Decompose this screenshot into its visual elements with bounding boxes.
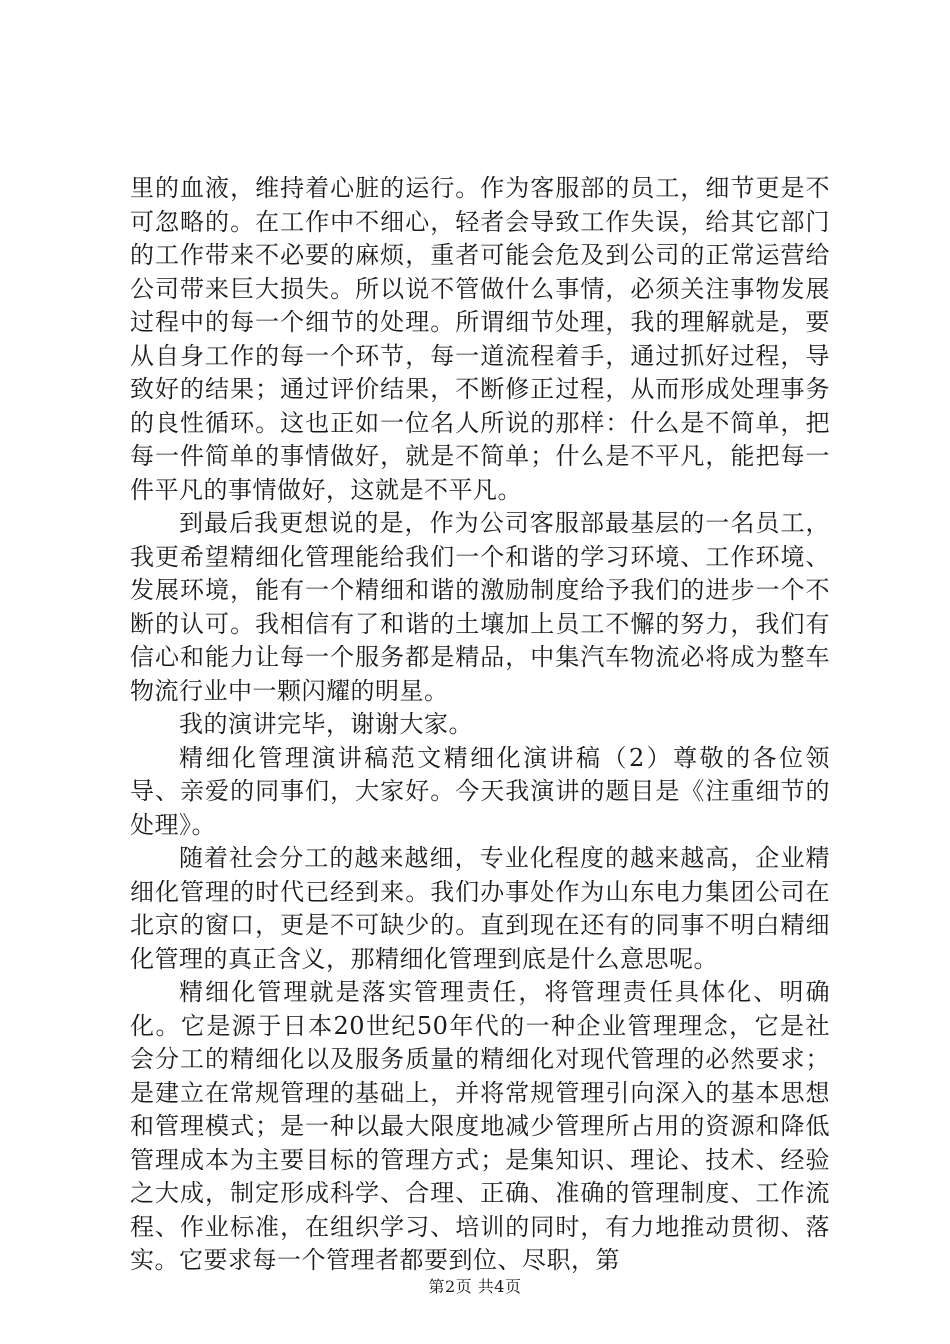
document-body	[130, 172, 830, 1278]
paragraph-continuation: 里的血液，维持着心脏的运行。作为客服部的员工，细节更是不可忽略的。在工作中不细心，轻者会导致工作失误，给其它部门的工作带来不必要的麻烦，重者可能会危及到公司的正常运营给公司带来巨大损失。所以说不管做什么事情，必须关注事物发展过程中的每一个细节的处理。所谓细节处理，我的理解就是，要从自身工作的每一个环节，每一道流程着手，通过抓好过程，导致好的结果；通过评价结果，不断修正过程，从而形成处理事务的良性循环。这也正如一位名人所说的那样：什么是不简单，把每一件简单的事情做好，就是不简单；什么是不平凡，能把每一件平凡的事情做好，这就是不平凡。	[130, 174, 830, 504]
paragraph-thanks: 我的演讲完毕，谢谢大家。	[179, 710, 473, 738]
page-footer: 第2页 共4页	[428, 1277, 522, 1296]
paragraph-speech-2-intro: 精细化管理演讲稿范文精细化演讲稿（2）尊敬的各位领导、亲爱的同事们，大家好。今天我演讲的题目是《注重细节的处理》。	[130, 743, 830, 839]
paragraph-social-division: 随着社会分工的越来越细，专业化程度的越来越高，企业精细化管理的时代已经到来。我们办事处作为山东电力集团公司在北京的窗口，更是不可缺少的。直到现在还有的同事不明白精细化管理的真正含义，那精细化管理到底是什么意思呢。	[130, 844, 830, 973]
paragraph-closing-hope: 到最后我更想说的是，作为公司客服部最基层的一名员工，我更希望精细化管理能给我们一个和谐的学习环境、工作环境、发展环境，能有一个精细和谐的激励制度给予我们的进步一个不断的认可。我相信有了和谐的土壤加上员工不懈的努力，我们有信心和能力让每一个服务都是精品，中集汽车物流必将成为整车物流行业中一颗闪耀的明星。	[130, 509, 830, 705]
paragraph-definition: 精细化管理就是落实管理责任，将管理责任具体化、明确化。它是源于日本20世纪50年代的一种企业管理理念，它是社会分工的精细化以及服务质量的精细化对现代管理的必然要求；是建立在常规管理的基础上，并将常规管理引向深入的基本思想和管理模式；是一种以最大限度地减少管理所占用的资源和降低管理成本为主要目标的管理方式；是集知识、理论、技术、经验之大成，制定形成科学、合理、正确、准确的管理制度、工作流程、作业标准，在组织学习、培训的同时，有力地推动贯彻、落实。它要求每一个管理者都要到位、尽职，第	[130, 978, 830, 1274]
